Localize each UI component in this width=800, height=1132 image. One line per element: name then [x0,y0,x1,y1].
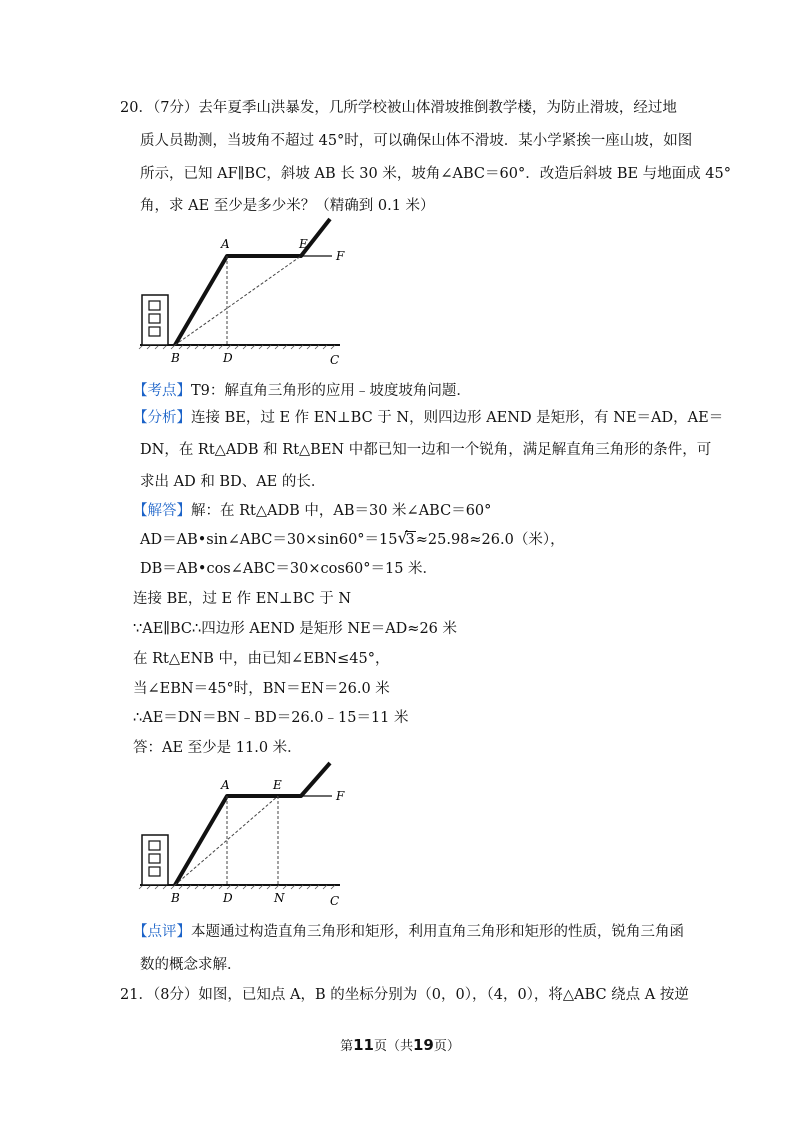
label-a: A [221,778,230,792]
fenxi-text-1: 连接 BE，过 E 作 EN⊥BC 于 N，则四边形 AEND 是矩形，有 NE＝AD，AE＝ [191,410,724,426]
label-n: N [274,891,285,905]
jieda-line-8: ∴AE＝DN＝BN﹣BD＝26.0﹣15＝11 米 [133,710,409,726]
jieda-text-1: 解：在 Rt△ADB 中，AB＝30 米∠ABC＝60° [191,503,492,519]
label-f: F [336,249,345,263]
kaodian-tag: 【考点】 [133,383,191,399]
fenxi-line-3: 求出 AD 和 BD、AE 的长． [140,474,326,490]
dianping-line-2: 数的概念求解． [140,957,242,973]
footer-post: 页） [433,1039,460,1054]
label-a: A [221,237,230,251]
label-e: E [273,778,282,792]
kaodian-line [133,381,471,401]
jieda-line-2 [140,530,565,550]
jieda-text-2c: ≈25.98≈26.0（米）， [415,532,565,548]
jieda-line-7: 当∠EBN＝45°时，BN＝EN＝26.0 米 [133,681,390,697]
slope-figure-1 [135,215,365,370]
window [149,314,160,323]
jieda-line-3: DB＝AB•cos∠ABC＝30×cos60°＝15 米． [140,561,438,577]
fenxi-tag: 【分析】 [133,410,191,426]
jieda-line-6: 在 Rt△ENB 中，由已知∠EBN≤45°， [133,651,390,667]
page-footer [0,1035,800,1054]
dashed-be [175,256,301,345]
fenxi-line-2: DN，在 Rt△ADB 和 Rt△BEN 中都已知一边和一个锐角，满足解直角三角形的条件，可 [140,442,712,458]
label-d: D [223,351,233,365]
jieda-line-9: 答：AE 至少是 11.0 米． [133,740,302,756]
window [149,301,160,310]
label-b: B [171,891,180,905]
radical-sign: √ [397,528,408,547]
label-d: D [223,891,233,905]
label-e: E [299,237,308,251]
footer-mid: 页（共 [373,1039,413,1054]
q20-line-3: 所示，已知 AF∥BC，斜坡 AB 长 30 米，坡角∠ABC＝60°．改造后斜坡 BE 与地面成 45° [140,166,731,182]
footer-page-number: 11 [353,1036,374,1054]
sqrt-3 [398,530,416,550]
dianping-tag: 【点评】 [133,924,191,940]
jieda-line-1 [133,501,491,521]
q20-line-4: 角，求 AE 至少是多少米？（精确到 0.1 米） [140,198,435,214]
window [149,327,160,336]
footer-pre: 第 [340,1039,354,1054]
window [149,867,160,876]
label-c: C [330,353,340,367]
label-c: C [330,894,340,908]
jieda-line-4: 连接 BE，过 E 作 EN⊥BC 于 N [133,591,352,607]
q20-line-2: 质人员勘测，当坡角不超过 45°时，可以确保山体不滑坡．某小学紧挨一座山坡，如图 [140,133,693,149]
slope-figure-2 [135,760,365,915]
jieda-line-5: ∵AE∥BC∴四边形 AEND 是矩形 NE＝AD≈26 米 [133,621,457,637]
window [149,854,160,863]
label-b: B [171,351,180,365]
q21-line-1: 21．（8分）如图，已知点 A，B 的坐标分别为（0，0），（4，0），将△ABC 绕点 A 按逆 [120,987,689,1003]
fenxi-line-1 [133,408,723,428]
q20-line-1: 20．（7分）去年夏季山洪暴发，几所学校被山体滑坡推倒教学楼，为防止滑坡，经过地 [120,100,677,116]
window [149,841,160,850]
jieda-text-2a: AD＝AB•sin∠ABC＝30×sin60°＝15 [140,532,398,548]
dianping-text-1: 本题通过构造直角三角形和矩形，利用直角三角形和矩形的性质，锐角三角函 [191,924,684,940]
dianping-line-1 [133,922,684,942]
label-f: F [336,789,345,803]
kaodian-text: T9：解直角三角形的应用﹣坡度坡角问题． [191,383,471,399]
slope-ab-ae [175,763,330,885]
radicand: 3 [405,532,415,548]
footer-total-pages: 19 [413,1036,434,1054]
jieda-tag: 【解答】 [133,503,191,519]
